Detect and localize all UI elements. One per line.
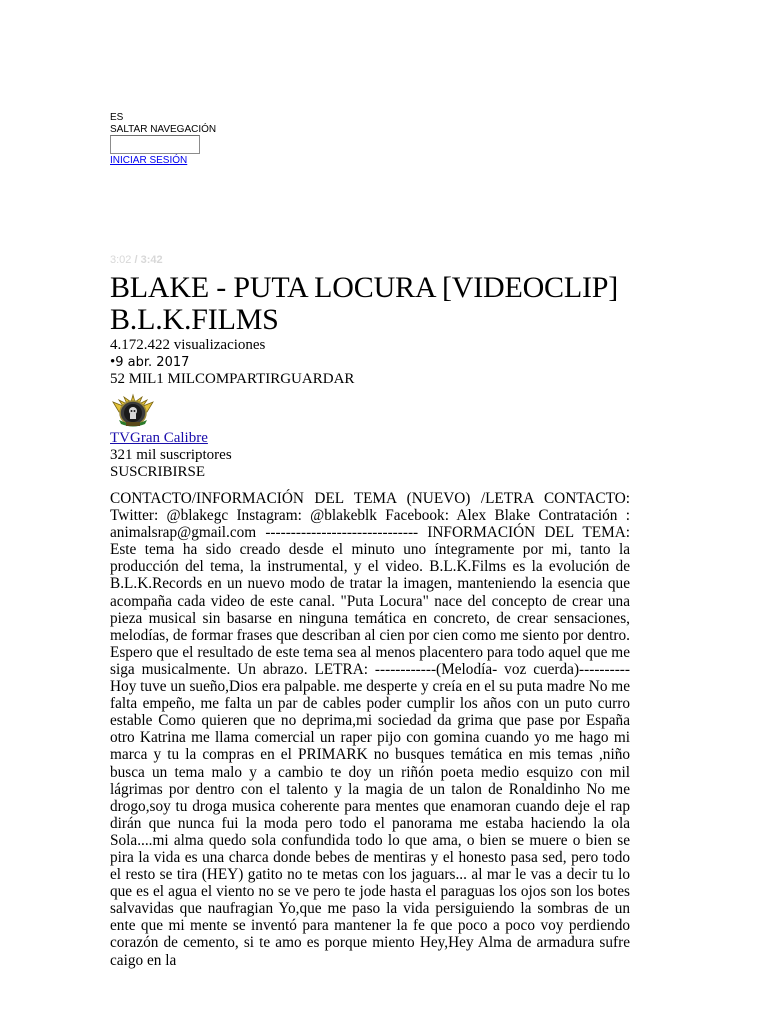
- subscriber-count: 321 mil suscriptores: [110, 447, 232, 463]
- date-bullet: •: [110, 354, 116, 370]
- search-input[interactable]: [110, 135, 200, 154]
- view-count: 4.172.422 visualizaciones: [110, 337, 266, 353]
- player-time: [110, 254, 163, 266]
- gran-calibre-emblem-icon[interactable]: [110, 392, 156, 428]
- channel-info: [110, 430, 232, 481]
- video-meta: [110, 337, 354, 388]
- duration: 3:42: [140, 254, 163, 266]
- top-nav: [110, 112, 216, 136]
- video-description: CONTACTO/INFORMACIÓN DEL TEMA (NUEVO) /LETRA CONTACTO: Twitter: @blakegc Instagram: @blakeblk Facebook: Alex Blake Contratación : animalsrap@gmail.com ------------------------------ INFORMACIÓN DEL TEMA: Este tema ha sido creado desde el minuto uno íntegramente por mi, tanto la producción del tema, la instrumental, y el video. B.L.K.Films es la evolución de B.L.K.Records en un nuevo modo de tratar la imagen, manteniendo la esencia que acompaña cada video de este canal. "Puta Locura" nace del concepto de crear una pieza musical sin basarse en ninguna temática en concreto, de crear sensaciones, melodías, de formar frases que describan al cien por cien como me siento por dentro. Espero que el resultado de este tema sea al menos placentero para todo aquel que me siga musicalmente. Un abrazo. LETRA: ------------(Melodía- voz cuerda)---------- Hoy tuve un sueño,Dios era palpable. me desperte y creía en el su puta madre No me falta empeño, me falta un par de cables poder cumplir los años con un puto curro estable Como quieren que no deprima,mi sociedad da grima que pase por España otro Katrina me llama comercial un raper pijo con gomina cuando yo me hago mi marca y tu la compras en el PRIMARK no busques temática en mis temas ,niño busca un tema malo y a cambio te doy un riñón poeta medio esquizo con mil lágrimas por dentro con el talento y la magia de un talon de Ronaldinho No me drogo,soy tu droga musica coherente para mentes que enamoran cuando deje el rap dirán que nunca fui la moda pero todo el panorama me estaba haciendo la ola Sola....mi alma quedo sola confundida todo lo que ama, o bien se muere o bien se pira la vida es una charca donde bebes de mentiras y el honesto pasa sed, pero todo el resto se tira (HEY) gatito no te metas con los jaguars... al mar le vas a decir tu lo que es el agua el viento no se ve pero te jode hasta el paraguas los ojos son los botes salvavidas que naufragian Yo,que me paso la vida persiguiendo la sombras de un ente que mi mente se inventó para mantener la fe que poco a poco voy perdiendo corazón de cemento, si te amo es porque miento Hey,Hey Alma de armadura sufre caigo en la: [110, 490, 630, 969]
- action-buttons[interactable]: 52 MIL1 MILCOMPARTIRGUARDAR: [110, 371, 355, 387]
- time-separator: /: [131, 254, 141, 266]
- current-time: 3:02: [110, 254, 132, 266]
- skip-navigation-link[interactable]: SALTAR NAVEGACIÓN: [110, 124, 217, 135]
- channel-name-link[interactable]: TVGran Calibre: [110, 430, 208, 446]
- publish-date-row: [110, 354, 354, 371]
- video-title: BLAKE - PUTA LOCURA [VIDEOCLIP] B.L.K.FILMS: [110, 271, 619, 336]
- login-link[interactable]: INICIAR SESIÓN: [110, 155, 188, 166]
- subscribe-button[interactable]: SUSCRIBIRSE: [110, 464, 206, 480]
- language-link[interactable]: ES: [110, 112, 124, 123]
- publish-date: 9 abr. 2017: [115, 355, 190, 370]
